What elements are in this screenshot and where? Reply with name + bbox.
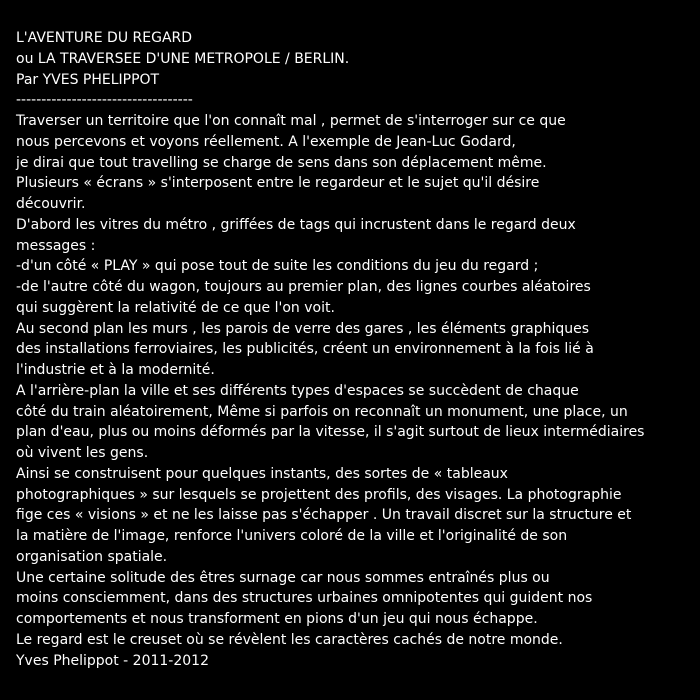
signature-line: Yves Phelippot - 2011-2012 [16,652,209,669]
text-line: l'industrie et à la modernité. [16,362,215,378]
text-line: la matière de l'image, renforce l'univers coloré de la ville et l'originalité de son [16,528,568,544]
text-line: découvrir. [16,196,86,212]
document-text [16,28,700,671]
text-line: Ainsi se construisent pour quelques instants, des sortes de « tableaux [16,465,508,482]
text-line: plan d'eau, plus ou moins déformés par la vitesse, il s'agit surtout de lieux intermédiaires [16,424,645,441]
text-line: Traverser un territoire que l'on connaît mal , permet de s'interroger sur ce que [16,113,566,129]
document-author: Par YVES PHELIPPOT [16,71,160,88]
document-subtitle: ou LA TRAVERSEE D'UNE METROPOLE / BERLIN. [16,50,350,67]
text-line: moins consciemment, dans des structures urbaines omnipotentes qui guident nos [16,590,593,607]
text-line: photographiques » sur lesquels se projettent des profils, des visages. La photographie [16,486,622,503]
text-line: où vivent les gens. [16,445,149,461]
text-line: des installations ferroviaires, les publicités, créent un environnement à la fois lié à [16,341,594,358]
text-line: fige ces « visions » et ne les laisse pas s'échapper . Un travail discret sur la structure et [16,507,632,524]
text-line: Le regard est le creuset où se révèlent les caractères cachés de notre monde. [16,631,563,648]
text-line: je dirai que tout travelling se charge de sens dans son déplacement même. [16,154,547,171]
text-line: côté du train aléatoirement, Même si parfois on reconnaît un monument, une place, un [16,403,628,420]
separator-line: ----------------------------------- [16,92,193,109]
text-line: A l'arrière-plan la ville et ses différents types d'espaces se succèdent de chaque [16,382,579,399]
text-line: Une certaine solitude des êtres surnage car nous sommes entraînés plus ou [16,569,550,586]
text-line: D'abord les vitres du métro , griffées de tags qui incrustent dans le regard deux [16,216,576,233]
text-line: -de l'autre côté du wagon, toujours au premier plan, des lignes courbes aléatoires [16,279,591,295]
text-line: Plusieurs « écrans » s'interposent entre le regardeur et le sujet qu'il désire [16,175,540,192]
text-line: -d'un côté « PLAY » qui pose tout de suite les conditions du jeu du regard ; [16,258,539,275]
text-line: nous percevons et voyons réellement. A l'exemple de Jean-Luc Godard, [16,133,516,150]
text-line: organisation spatiale. [16,548,168,565]
text-line: Au second plan les murs , les parois de verre des gares , les éléments graphiques [16,320,590,337]
text-line: qui suggèrent la relativité de ce que l'on voit. [16,299,335,316]
document-title: L'AVENTURE DU REGARD [16,30,193,46]
text-line: comportements et nous transforment en pions d'un jeu qui nous échappe. [16,611,538,627]
text-line: messages : [16,237,96,254]
